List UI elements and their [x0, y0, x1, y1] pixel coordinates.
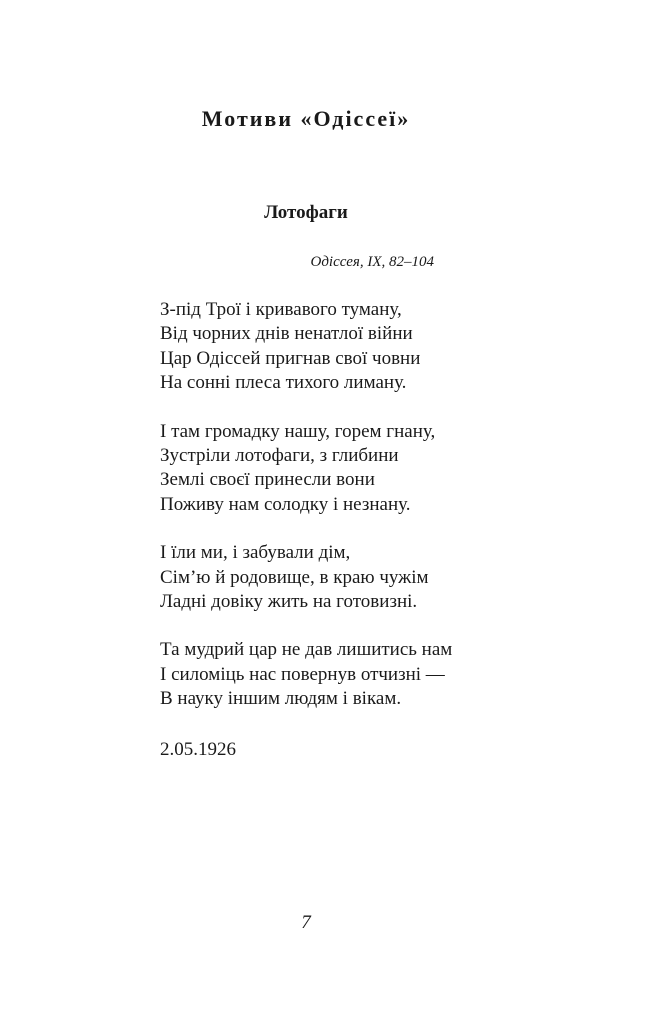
poem-line: Ладні довіку жить на готовизні. — [160, 591, 418, 613]
stanza — [160, 298, 452, 396]
stanza — [160, 420, 452, 518]
poem-line: Цар Одіссей пригнав свої човни — [160, 347, 421, 369]
poem-line: Від чорних днів ненатлої війни — [160, 323, 413, 345]
poem-line: Сім’ю й родовище, в краю чужім — [160, 566, 429, 588]
section-title: Мотиви «Одіссеї» — [201, 106, 411, 131]
poem-line: І силоміць нас повернув отчизні — — [160, 663, 445, 685]
poem-line: Зустріли лотофаги, з глибини — [160, 445, 399, 467]
poem-line: І їли ми, і забували дім, — [160, 542, 351, 564]
page-number: 7 — [301, 912, 311, 933]
poem-line: Землі своєї принесли вони — [160, 469, 375, 491]
stanza — [160, 638, 452, 711]
poem-title: Лотофаги — [264, 202, 348, 223]
epigraph: Одіссея, IX, 82–104 — [310, 254, 434, 270]
poem-line: В науку іншим людям і вікам. — [160, 688, 402, 710]
poem-line: Та мудрий цар не дав лишитись нам — [160, 639, 453, 661]
poem-line: Поживу нам солодку і незнану. — [160, 493, 411, 515]
poem-body — [160, 298, 452, 736]
stanza — [160, 541, 452, 614]
poem-date: 2.05.1926 — [160, 739, 236, 760]
poem-line: На сонні плеса тихого лиману. — [160, 372, 407, 394]
poem-line: З-під Трої і кривавого туману, — [160, 299, 402, 320]
poem-line: І там громадку нашу, горем гнану, — [160, 420, 436, 442]
